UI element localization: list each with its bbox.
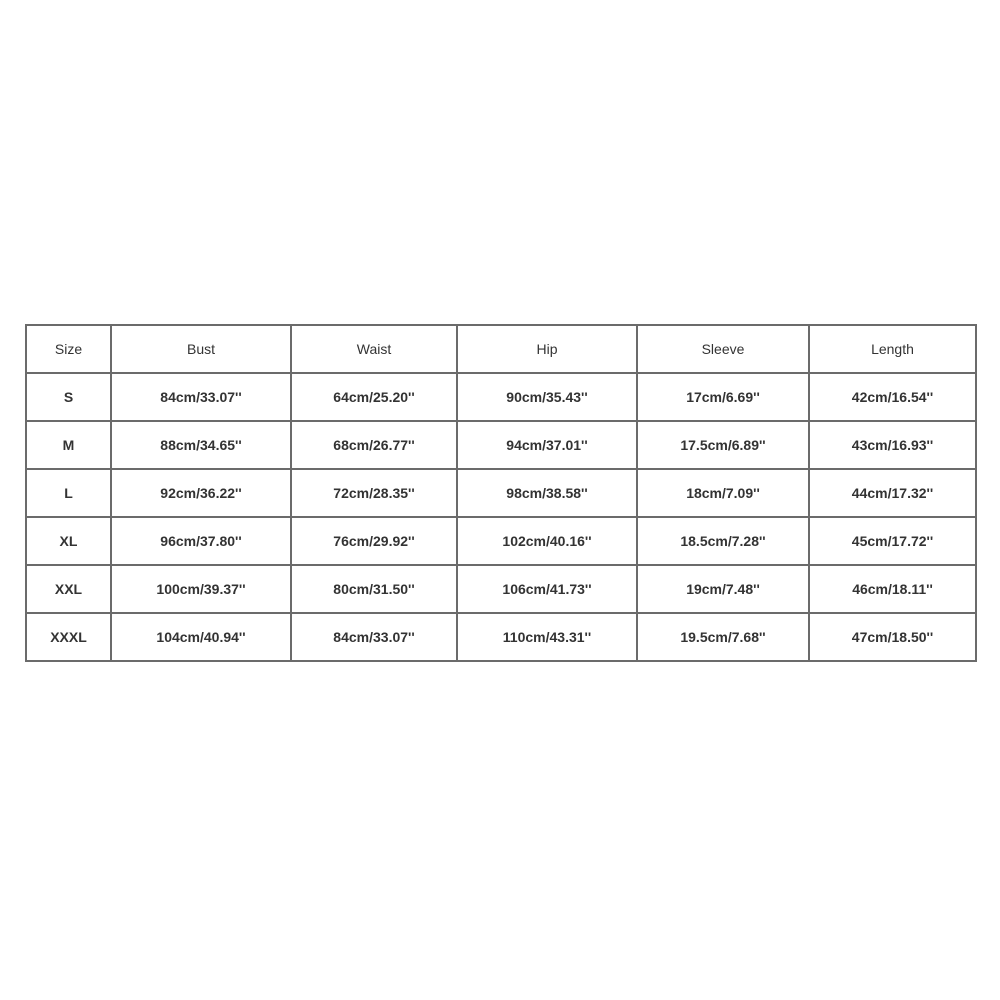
table-row <box>26 613 976 661</box>
length-cell: 45cm/17.72'' <box>809 517 976 565</box>
header-sleeve: Sleeve <box>637 325 809 373</box>
waist-cell: 64cm/25.20'' <box>291 373 457 421</box>
bust-cell: 96cm/37.80'' <box>111 517 291 565</box>
sleeve-cell: 18cm/7.09'' <box>637 469 809 517</box>
hip-cell: 94cm/37.01'' <box>457 421 637 469</box>
hip-cell: 106cm/41.73'' <box>457 565 637 613</box>
sleeve-cell: 19cm/7.48'' <box>637 565 809 613</box>
table-header <box>26 325 976 373</box>
hip-cell: 98cm/38.58'' <box>457 469 637 517</box>
sleeve-cell: 18.5cm/7.28'' <box>637 517 809 565</box>
size-chart-table <box>25 324 977 662</box>
waist-cell: 68cm/26.77'' <box>291 421 457 469</box>
waist-cell: 80cm/31.50'' <box>291 565 457 613</box>
table-row <box>26 421 976 469</box>
length-cell: 43cm/16.93'' <box>809 421 976 469</box>
waist-cell: 76cm/29.92'' <box>291 517 457 565</box>
hip-cell: 110cm/43.31'' <box>457 613 637 661</box>
table-row <box>26 565 976 613</box>
size-cell: M <box>26 421 111 469</box>
size-cell: XXL <box>26 565 111 613</box>
size-cell: XXXL <box>26 613 111 661</box>
table-row <box>26 469 976 517</box>
bust-cell: 104cm/40.94'' <box>111 613 291 661</box>
header-length: Length <box>809 325 976 373</box>
waist-cell: 72cm/28.35'' <box>291 469 457 517</box>
size-cell: S <box>26 373 111 421</box>
size-cell: L <box>26 469 111 517</box>
bust-cell: 92cm/36.22'' <box>111 469 291 517</box>
hip-cell: 102cm/40.16'' <box>457 517 637 565</box>
header-bust: Bust <box>111 325 291 373</box>
length-cell: 44cm/17.32'' <box>809 469 976 517</box>
hip-cell: 90cm/35.43'' <box>457 373 637 421</box>
waist-cell: 84cm/33.07'' <box>291 613 457 661</box>
bust-cell: 88cm/34.65'' <box>111 421 291 469</box>
header-size: Size <box>26 325 111 373</box>
table-row <box>26 517 976 565</box>
header-waist: Waist <box>291 325 457 373</box>
length-cell: 47cm/18.50'' <box>809 613 976 661</box>
sleeve-cell: 17.5cm/6.89'' <box>637 421 809 469</box>
table-body <box>26 373 976 661</box>
size-cell: XL <box>26 517 111 565</box>
header-hip: Hip <box>457 325 637 373</box>
length-cell: 42cm/16.54'' <box>809 373 976 421</box>
sleeve-cell: 19.5cm/7.68'' <box>637 613 809 661</box>
header-row <box>26 325 976 373</box>
sleeve-cell: 17cm/6.69'' <box>637 373 809 421</box>
bust-cell: 84cm/33.07'' <box>111 373 291 421</box>
table-row <box>26 373 976 421</box>
length-cell: 46cm/18.11'' <box>809 565 976 613</box>
bust-cell: 100cm/39.37'' <box>111 565 291 613</box>
